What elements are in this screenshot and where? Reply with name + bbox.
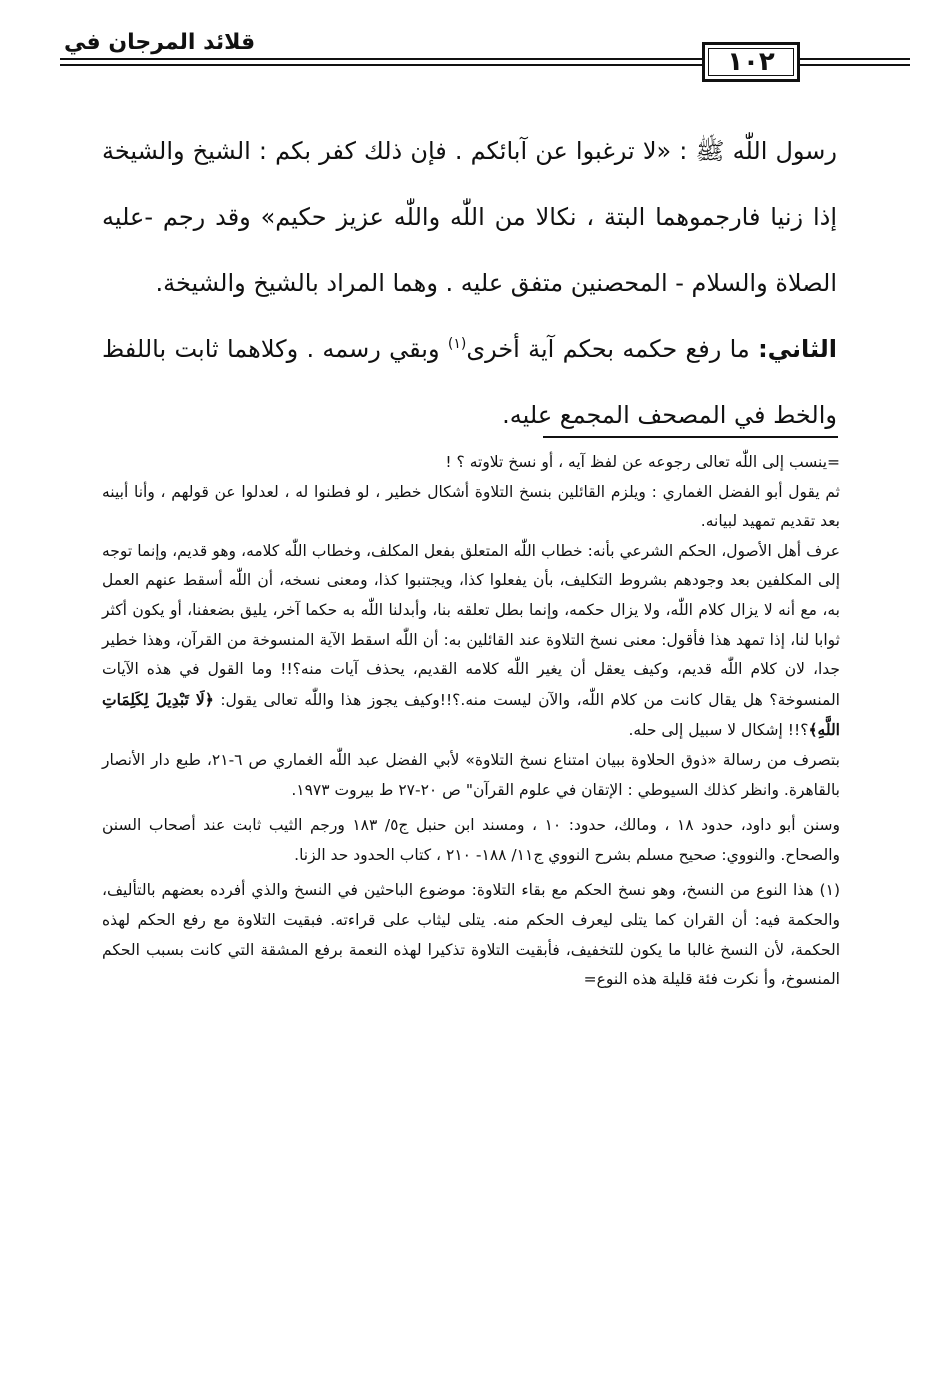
footnote-separator — [543, 436, 838, 438]
footnote-1-number: (١) — [819, 881, 840, 900]
main-paragraph-2-text-a: ما رفع حكمه بحكم آية أخرى — [466, 335, 759, 363]
page-number: ١٠٢ — [727, 47, 775, 77]
page-number-box — [702, 42, 800, 82]
footnote-paragraph-source: بتصرف من رسالة «ذوق الحلاوة ببيان امتناع نسخ التلاوة» لأبي الفضل عبد اللّٰه الغماري ص ٦-٢١، طبع دار الأنصار بالقاهرة. وانظر كذلك السيوطي : الإتقان في علوم القرآن" ص ٢٠-٢٧ ط بيروت ١٩٧٣. — [102, 750, 840, 799]
footnote-paragraph-ghumari: ثم يقول أبو الفضل الغماري : ويلزم القائلين بنسخ التلاوة أشكال خطير ، لو فطنوا له ، لعدلوا عن قولهم ، وأنا أبينه بعد تقديم تمهيد لبيانه. — [102, 482, 840, 531]
footnote-1-text: هذا النوع من النسخ، وهو نسخ الحكم مع بقاء التلاوة: موضوع الباحثين في النسخ والذي أفرده بعضهم بالتأليف، والحكمة فيه: أن القران كما يتلى ليعرف الحكم منه. يتلى ليثاب على قراءته. فبقيت التلاوة مع رفع الحكم لهذه الحكمة، لأن النسخ غالبا ما يكون للتخفيف، فأبقيت التلاوة تذكيرا لهذه النعمة برفع المشقة التي كانت بسبب الحكم المنسوخ، وأ نكرت فئة قليلة هذه النوع= — [102, 881, 840, 989]
footnotes — [102, 448, 840, 995]
main-paragraph-2 — [102, 316, 837, 448]
main-paragraph-1: رسول اللّٰه ﷺ : «لا ترغبوا عن آبائكم . فإن ذلك كفر بكم : الشيخ والشيخة إذا زنيا فارجموهما البتة ، نكالا من اللّٰه واللّٰه عزيز حكيم» وقد رجم -عليه الصلاة والسلام - المحصنين متفق عليه . وهما المراد بالشيخ والشيخة. — [102, 137, 837, 297]
footnote-paragraph-sunan: وسنن أبو داود، حدود ١٨ ، ومالك، حدود: ١٠ ، ومسند ابن حنبل ج٥/ ١٨٣ ورجم الثيب ثابت عند أصحاب السنن والصحاح. والنووي: صحيح مسلم بشرح النووي ج١١/ ١٨٨- ٢١٠ ، كتاب الحدود حد الزنا. — [102, 816, 840, 864]
main-paragraph-2-text-b: وبقي رسمه . وكلاهما ثابت باللفظ والخط في المصحف المجمع عليه. — [102, 335, 837, 429]
footnote-continuation: =ينسب إلى اللّٰه تعالى رجوعه عن لفظ آيه ، أو نسخ تلاوته ؟ ! — [445, 453, 840, 471]
second-type-heading: الثاني: — [758, 335, 837, 363]
running-title: قلائد المرجان في — [60, 30, 269, 56]
page-header — [60, 28, 910, 80]
footnote-1 — [102, 876, 840, 994]
footnote-usul-text: عرف أهل الأصول، الحكم الشرعي بأنه: خطاب اللّٰه المتعلق بفعل المكلف، وخطاب اللّٰه كلامه، وهو قديم، وإنما توجه إلى المكلفين بعد وجودهم بشروط التكليف، بأن يفعلوا كذا، ويجتنبوا كذا، ومعنى نسخه، أن اللّٰه أسقط عنهم العمل به، مع أنه لا يزال كلام اللّٰه، ولا يزال حكمه، وإنما بطل تعلقه بنا، وأبدلنا اللّٰه به حكما آخر، يليق بضعفنا، أو يكون أكثر ثوابا لنا، إذا تمهد هذا فأقول: معنى نسخ التلاوة عند القائلين به: أن اللّٰه اسقط الآية المنسوخة من القرآن، وهذا خطير جدا، لان كلام اللّٰه قديم، وكيف يعقل أن يغير اللّٰه كلامه القديم، يحذف آيات منه؟!! وما القول في هذه الآيات المنسوخة؟ هل يقال كانت من كلام اللّٰه، والآن ليست منه.؟!!وكيف يجوز هذا واللّٰه تعالى يقول: — [102, 541, 840, 709]
footnote-usul-end: ؟!! إشكال لا سبيل إلى حله. — [628, 721, 809, 740]
footnote-reference: (١) — [447, 336, 467, 352]
main-text — [102, 118, 837, 448]
quran-quote: ﴿لَا تَبْدِيلَ لِكَلِمَاتِ اللَّهِ﴾ — [102, 689, 840, 740]
footnote-paragraph-usul — [102, 537, 840, 746]
